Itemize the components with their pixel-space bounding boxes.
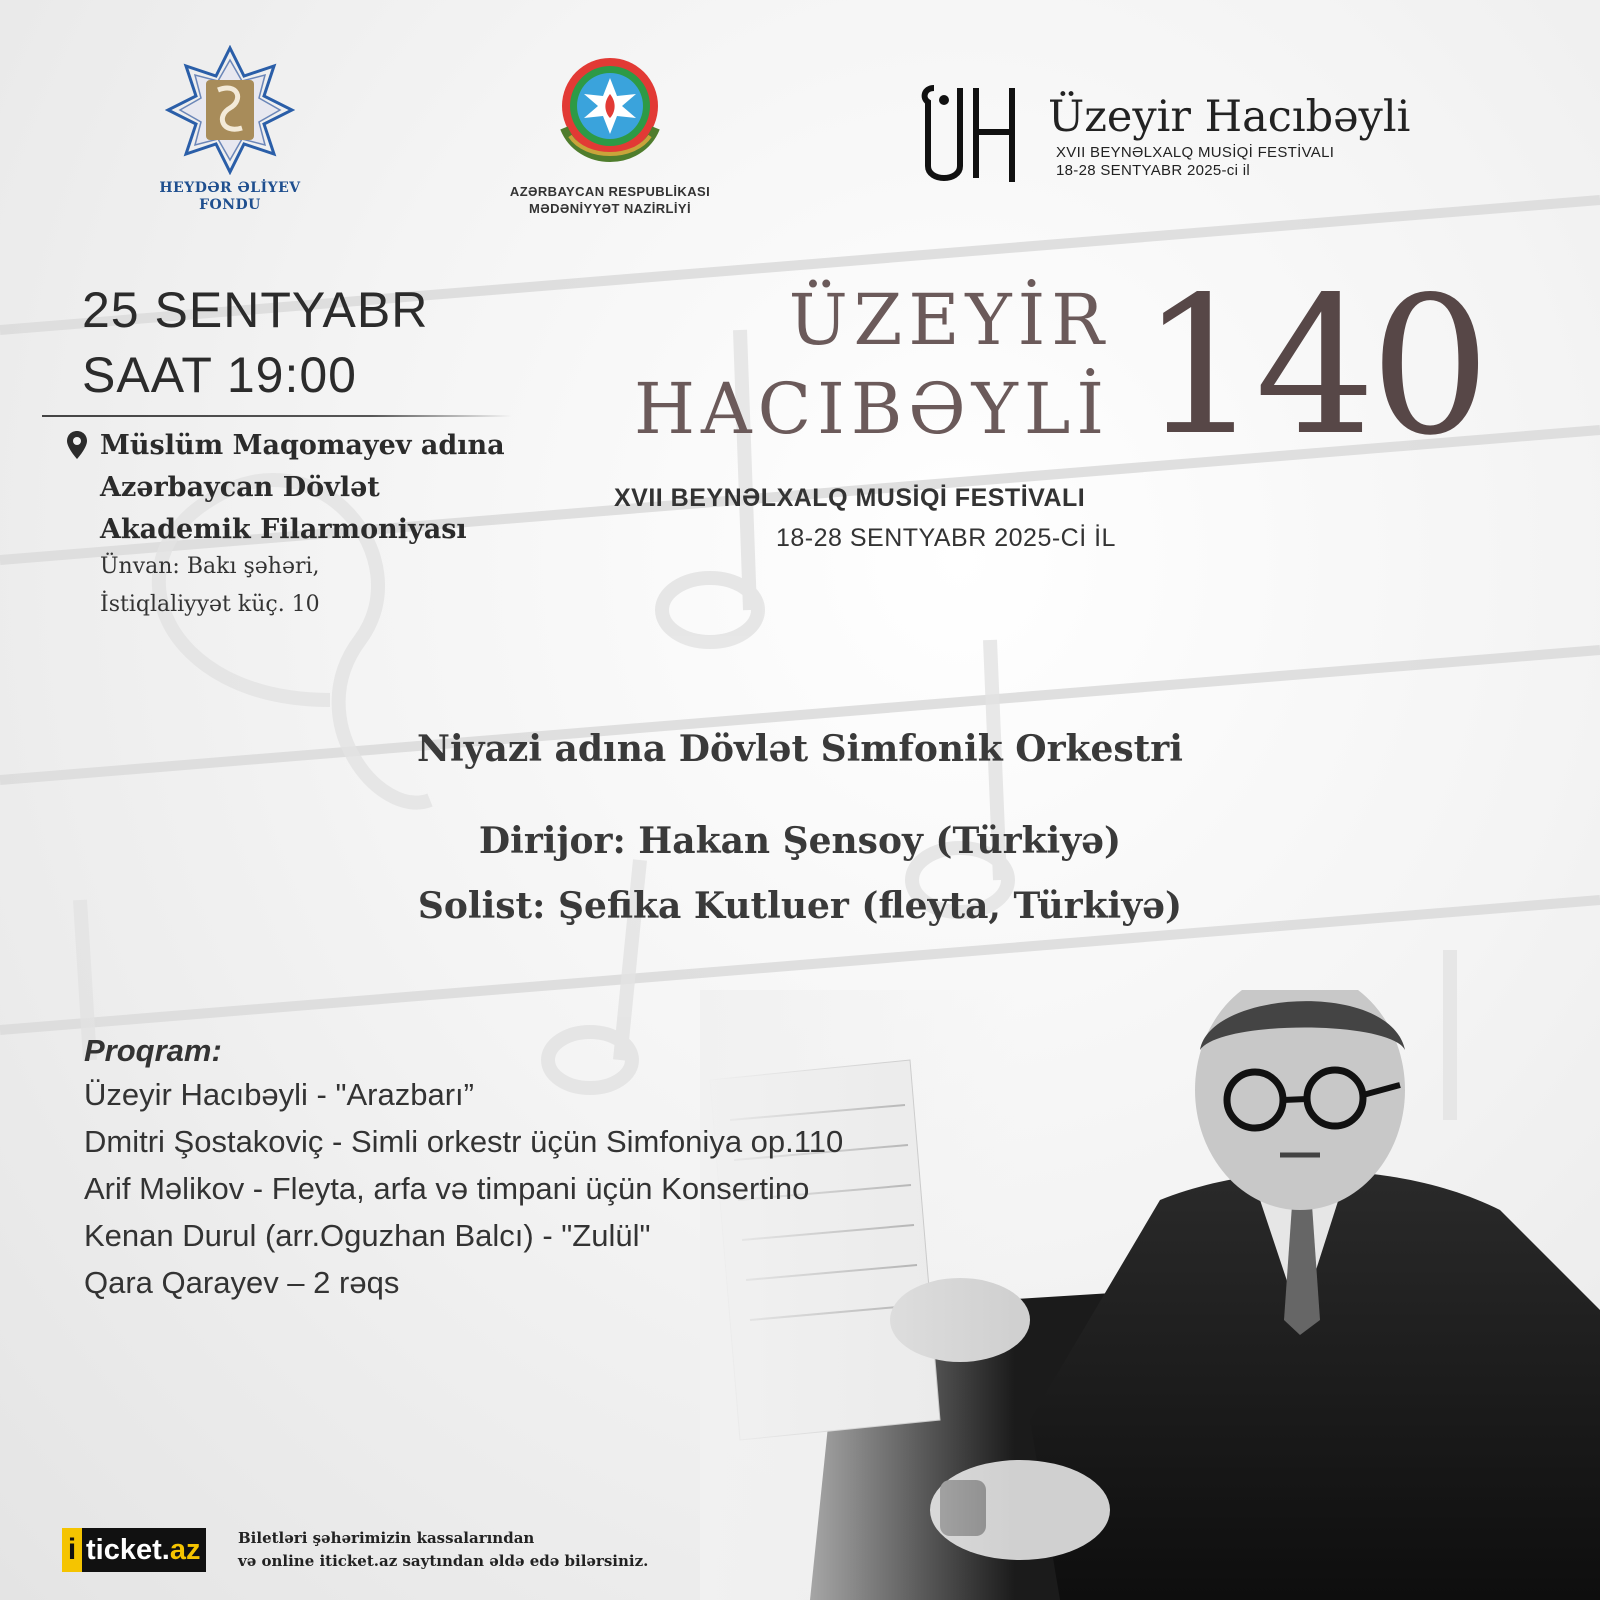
headline-line-1: ÜZEYİR [788, 279, 1110, 361]
azerbaijan-coat-of-arms [550, 48, 670, 178]
orchestra-name: Niyazi adına Dövlət Simfonik Orkestri [417, 728, 1183, 770]
headline-number: 140 [1140, 256, 1485, 477]
festival-monogram [920, 78, 1030, 188]
headline-dates: 18-28 SENTYABR 2025-Cİ İL [776, 524, 1116, 552]
venue-line-2: Azərbaycan Dövlət [100, 472, 380, 503]
iticket-logo-word [82, 1528, 206, 1572]
heydar-aliyev-fund-label-1: HEYDƏR ƏLİYEV [159, 180, 301, 196]
program-item: Qara Qarayev – 2 rəqs [84, 1265, 400, 1300]
venue-line-1: Müslüm Maqomayev adına [100, 430, 505, 461]
festival-logo-name: Üzeyir Hacıbəyli [1048, 92, 1411, 142]
headline-subtitle: XVII BEYNƏLXALQ MUSİQİ FESTİVALI [614, 484, 1086, 512]
ministry-label-2: MƏDƏNİYYƏT NAZİRLİYİ [529, 201, 691, 216]
iticket-logo-ticket: ticket. [86, 1533, 170, 1566]
soloist: Solist: Şefika Kutluer (fleyta, Türkiyə) [417, 885, 1183, 927]
address-line-2: İstiqlaliyyət küç. 10 [100, 592, 320, 617]
ministry-of-culture-logo [480, 48, 740, 217]
festival-logo [920, 78, 1440, 188]
event-time: SAAT 19:00 [82, 347, 357, 403]
venue-line-3: Akademik Filarmoniyası [100, 514, 467, 545]
ticket-info-line-1: Biletləri şəhərimizin kassalarından [238, 1529, 535, 1547]
heydar-aliyev-fund-label-2: FONDU [199, 197, 261, 213]
program-list [84, 1071, 843, 1306]
festival-logo-dates: 18-28 SENTYABR 2025-ci il [1056, 162, 1250, 179]
map-pin-icon [66, 430, 88, 460]
iticket-logo [62, 1528, 206, 1572]
iticket-logo-az: az [169, 1533, 201, 1566]
address-line-1: Ünvan: Bakı şəhəri, [100, 554, 320, 579]
program-item: Kenan Durul (arr.Oguzhan Balcı) - "Zulül" [84, 1218, 651, 1253]
program-item: Arif Məlikov - Fleyta, arfa və timpani üçün Konsertino [84, 1171, 810, 1206]
iticket-logo-i: i [62, 1528, 82, 1572]
heydar-aliyev-fund-emblem [165, 45, 295, 175]
program-heading: Proqram: [84, 1033, 222, 1068]
event-date: 25 SENTYABR [82, 282, 429, 338]
date-divider [42, 415, 512, 417]
heydar-aliyev-fund-logo [140, 45, 320, 214]
ministry-label-1: AZƏRBAYCAN RESPUBLİKASI [509, 184, 711, 199]
program-item: Üzeyir Hacıbəyli - "Arazbarı” [84, 1077, 474, 1112]
program-item: Dmitri Şostakoviç - Simli orkestr üçün Simfoniya op.110 [84, 1124, 844, 1159]
headline-line-2: HACIBƏYLİ [634, 368, 1110, 450]
festival-logo-subtitle: XVII BEYNƏLXALQ MUSİQİ FESTİVALI [1056, 144, 1335, 161]
conductor: Dirijor: Hakan Şensoy (Türkiyə) [478, 820, 1122, 862]
ticket-info-line-2: və online iticket.az saytından əldə edə bilərsiniz. [238, 1552, 649, 1570]
